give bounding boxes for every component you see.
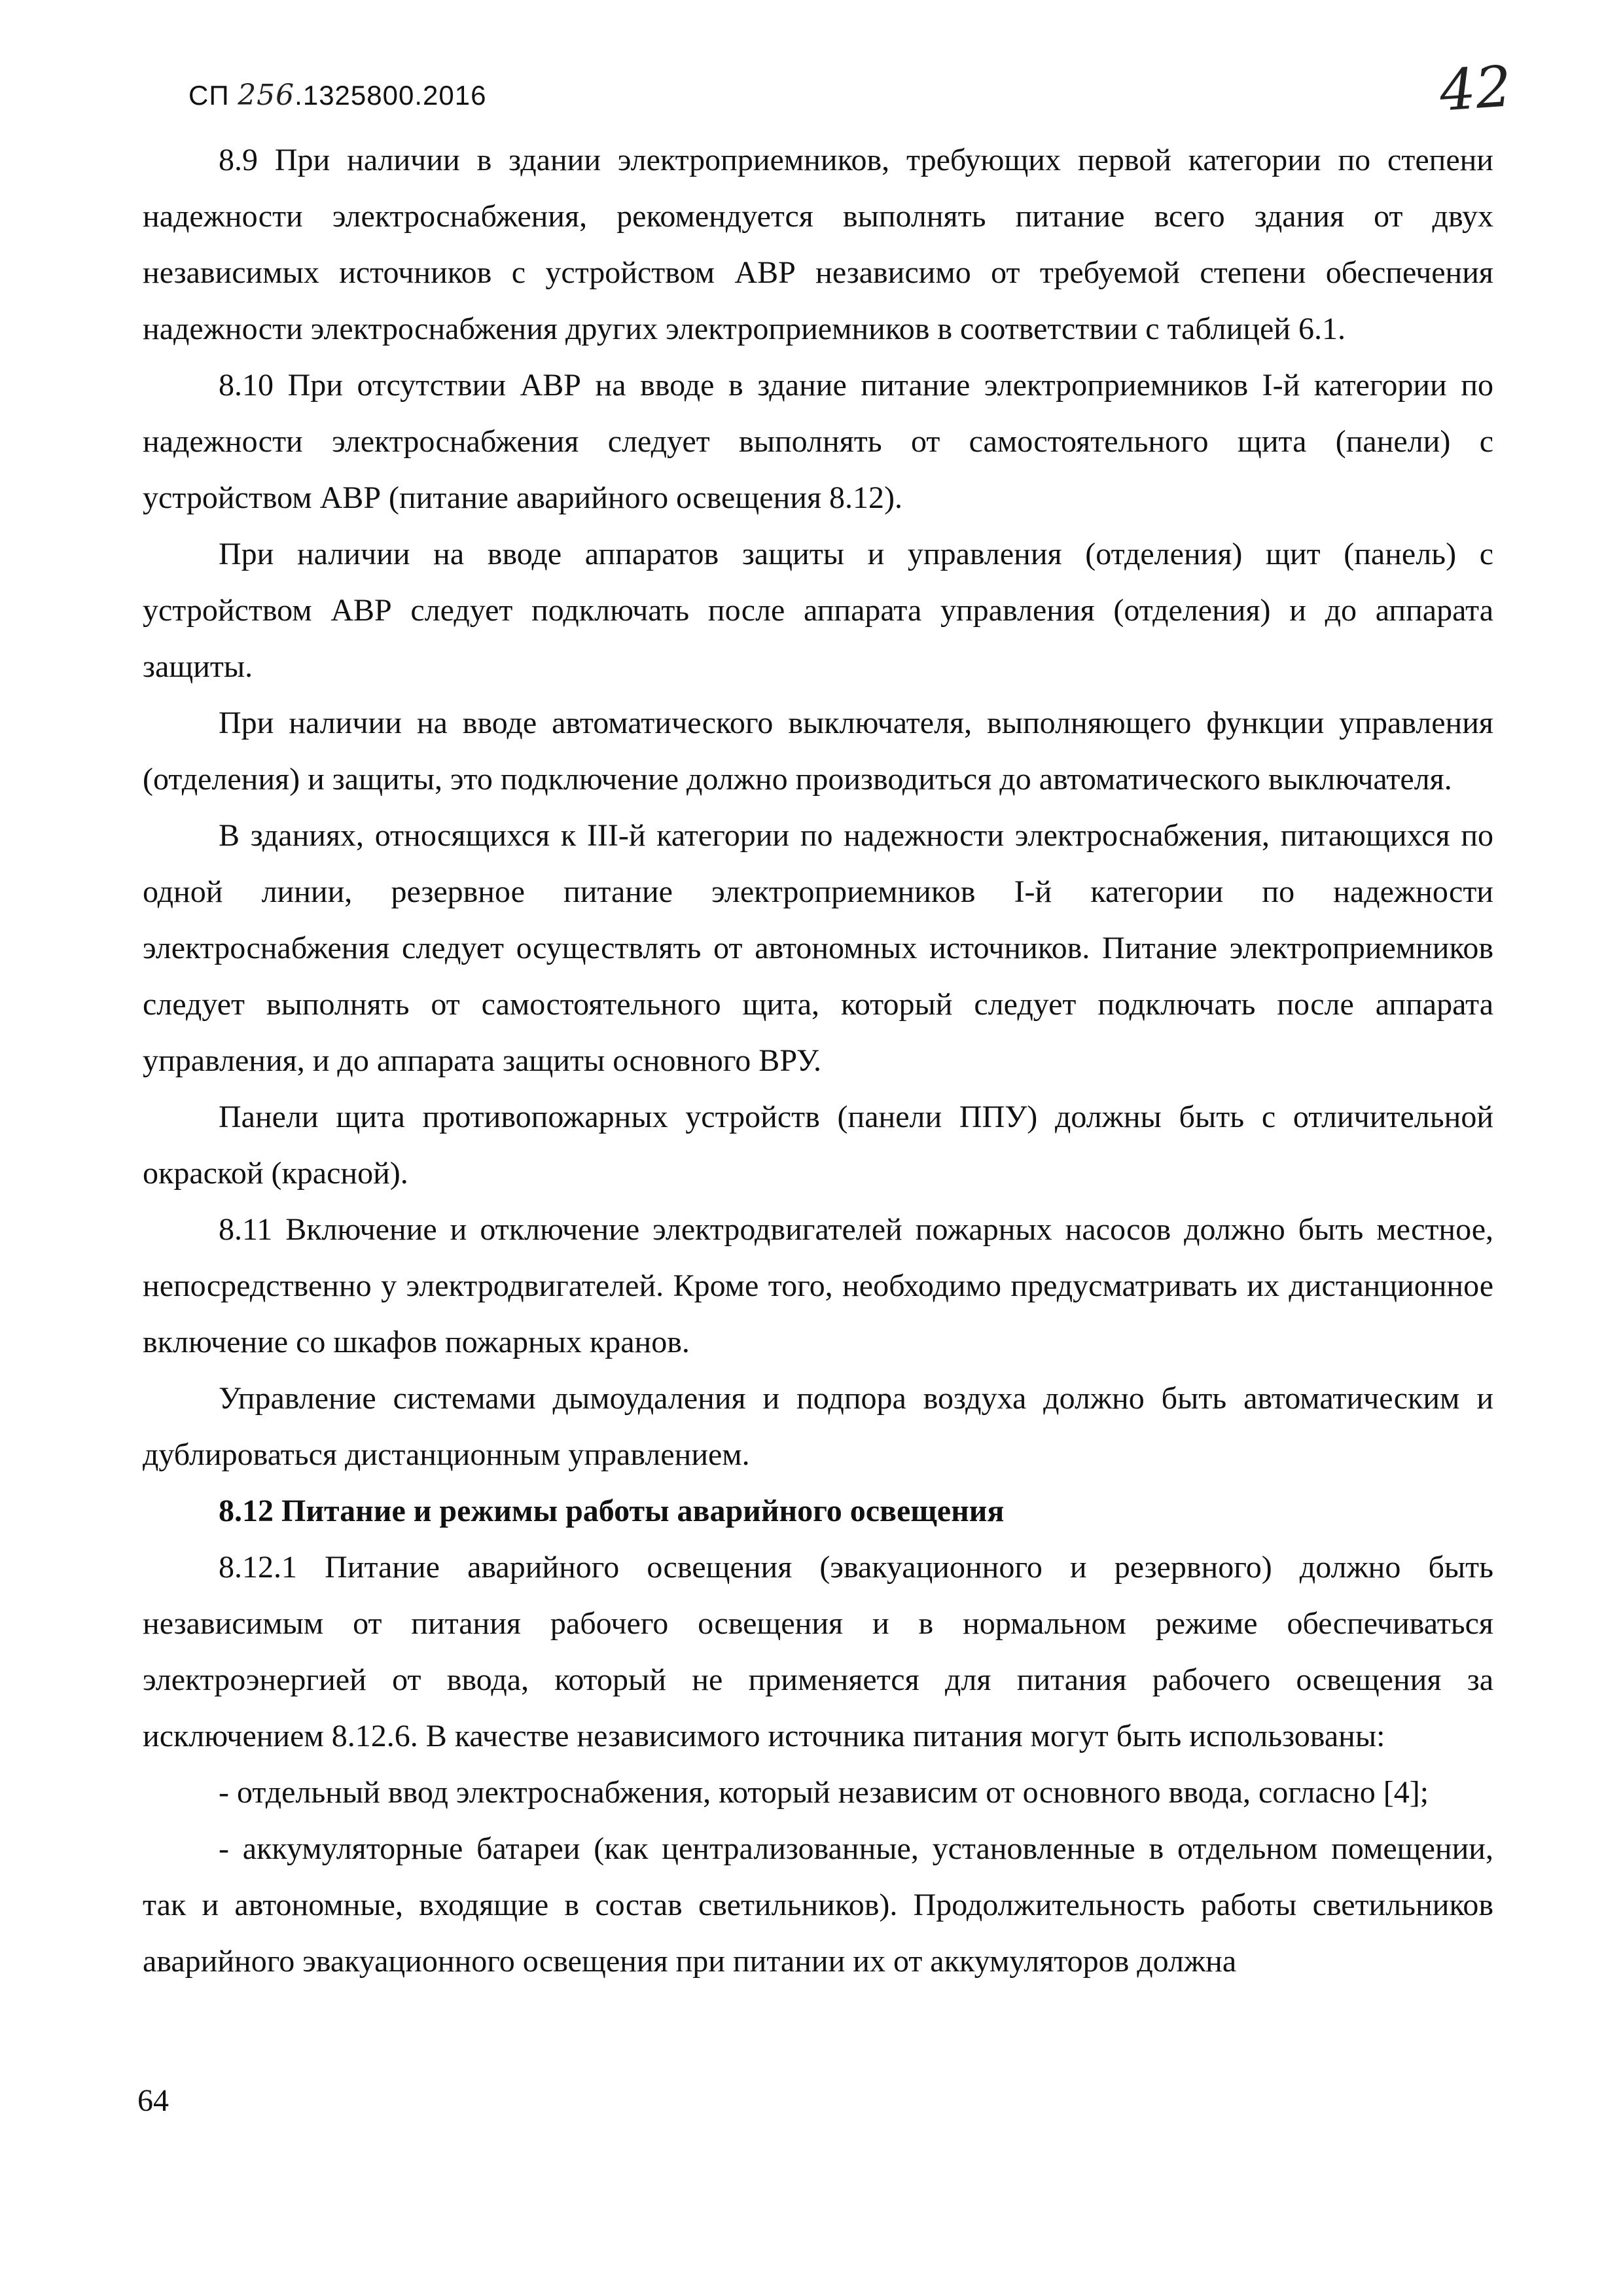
paragraph-8-10: 8.10 При отсутствии АВР на вводе в здание питание электроприемников I-й категории по надежности электроснабжения следует выполнять от самостоятельного щита (панели) с устройством АВР (питание аварийного освещения 8.12). <box>143 368 1493 515</box>
paragraph: Управление системами дымоудаления и подпора воздуха должно быть автоматическим и дублироваться дистанционным управлением. <box>143 1381 1493 1472</box>
paragraph-8-11: 8.11 Включение и отключение электродвигателей пожарных насосов должно быть местное, непосредственно у электродвигателей. Кроме того, необходимо предусматривать их дистанционное включение со шкафов пожарных кранов. <box>143 1212 1493 1359</box>
paragraph: При наличии на вводе автоматического выключателя, выполняющего функции управления (отделения) и защиты, это подключение должно производиться до автоматического выключателя. <box>143 706 1493 797</box>
paragraph: Панели щита противопожарных устройств (панели ППУ) должны быть с отличительной окраской (красной). <box>143 1100 1493 1191</box>
list-item: - отдельный ввод электроснабжения, который независим от основного ввода, согласно [4]; <box>219 1775 1429 1810</box>
document-body <box>143 132 1493 1990</box>
page-number: 64 <box>137 2083 169 2118</box>
paragraph: В зданиях, относящихся к III-й категории по надежности электроснабжения, питающихся по одной линии, резервное питание электроприемников I-й категории по надежности электроснабжения следует осуществлять от автономных источников. Питание электроприемников следует выполнять от самостоятельного щита, который следует подключать после аппарата управления, и до аппарата защиты основного ВРУ. <box>143 818 1493 1078</box>
document-code-suffix: .1325800.2016 <box>294 80 487 111</box>
section-heading-8-12: 8.12 Питание и режимы работы аварийного освещения <box>219 1494 1005 1528</box>
list-item: - аккумуляторные батареи (как централизованные, установленные в отдельном помещении, так и автономные, входящие в состав светильников). Продолжительность работы светильников аварийного эвакуационного освещения при питании их от аккумуляторов должна <box>143 1831 1493 1979</box>
handwritten-sheet-number: 42 <box>1437 54 1514 124</box>
handwritten-code-number: 256 <box>238 79 295 112</box>
document-code-prefix: СП <box>188 80 238 111</box>
paragraph: При наличии на вводе аппаратов защиты и управления (отделения) щит (панель) с устройством АВР следует подключать после аппарата управления (отделения) и до аппарата защиты. <box>143 537 1493 684</box>
paragraph-8-12-1: 8.12.1 Питание аварийного освещения (эвакуационного и резервного) должно быть независимым от питания рабочего освещения и в нормальном режиме обеспечиваться электроэнергией от ввода, который не применяется для питания рабочего освещения за исключением 8.12.6. В качестве независимого источника питания могут быть использованы: <box>143 1550 1493 1753</box>
document-code <box>188 79 486 112</box>
paragraph-8-9: 8.9 При наличии в здании электроприемников, требующих первой категории по степени надежности электроснабжения, рекомендуется выполнять питание всего здания от двух независимых источников с устройством АВР независимо от требуемой степени обеспечения надежности электроснабжения других электроприемников в соответствии с таблицей 6.1. <box>143 143 1493 346</box>
